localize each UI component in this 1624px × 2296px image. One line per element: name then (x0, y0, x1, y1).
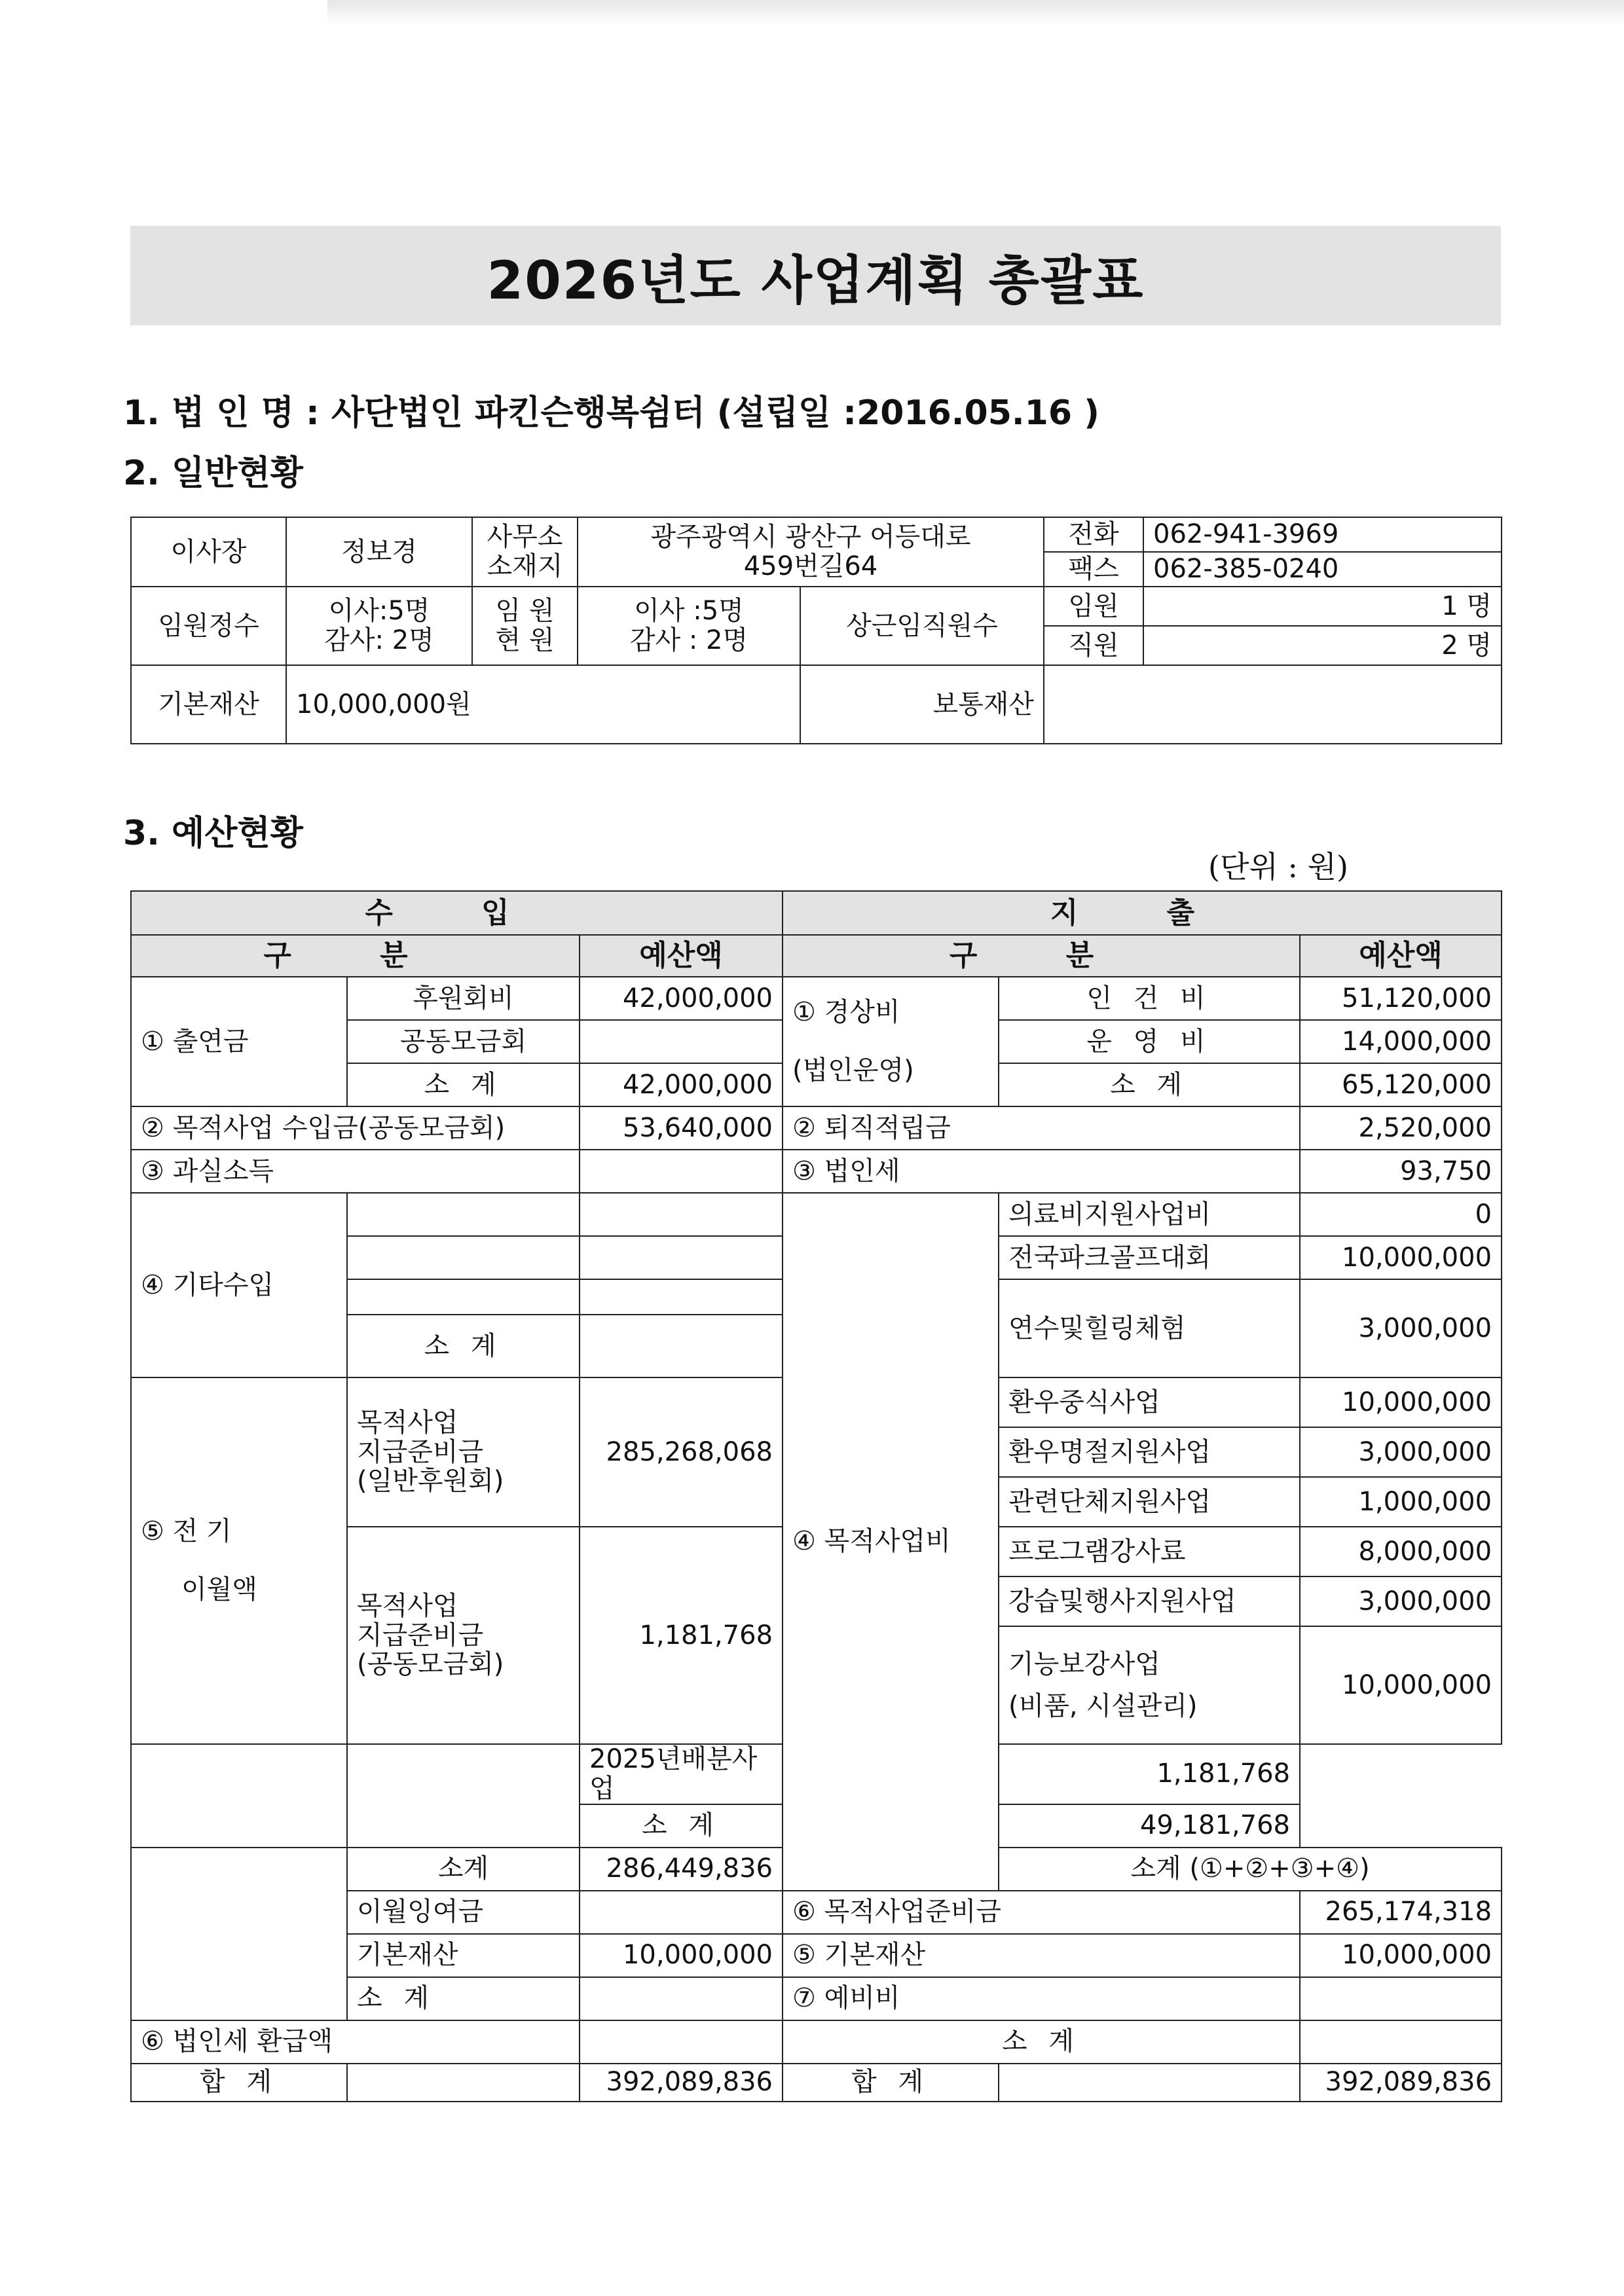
basic-asset-value: 10,000,000원 (286, 665, 800, 744)
lower-income-blank (131, 1848, 347, 2020)
ordinary-asset-label: 보통재산 (800, 665, 1044, 744)
basic-asset-label: 기본재산 (131, 665, 286, 744)
carryover-subtotal-label: 소계 (347, 1848, 580, 1891)
income-header: 수 입 (131, 891, 783, 935)
operating-label-line1: ① 경상비 (792, 996, 900, 1027)
expense-header: 지 출 (783, 891, 1502, 935)
fax-label: 팩스 (1044, 552, 1143, 587)
purpose-subtotal-label: 소 계 (580, 1804, 783, 1848)
other-income-subtotal-label: 소 계 (347, 1315, 580, 1377)
other-income-row-1 (347, 1193, 580, 1236)
officer-quota-label: 임원정수 (131, 587, 286, 665)
expense-subtotal2-value (1300, 2020, 1502, 2064)
income-total-label: 합 계 (131, 2064, 347, 2102)
corporate-tax-value: 93,750 (1300, 1150, 1502, 1193)
personnel-label: 인 건 비 (999, 977, 1300, 1020)
phone-value: 062-941-3969 (1143, 517, 1502, 552)
other-income-subtotal-value (580, 1315, 783, 1377)
expense-basic-asset-value: 10,000,000 (1300, 1934, 1502, 1977)
ordinary-asset-value (1044, 665, 1502, 744)
current-line2: 감사 : 2명 (629, 625, 748, 655)
reserve-community-line2: 지급준비금 (357, 1620, 484, 1650)
expense-basic-asset-label: ⑤ 기본재산 (783, 1934, 1300, 1977)
quota-line1: 이사:5명 (328, 596, 430, 627)
reserve-general-line1: 목적사업 (357, 1407, 458, 1438)
reserve-community-label (347, 1527, 580, 1744)
sponsor-fee-label: 후원회비 (347, 977, 580, 1020)
sponsor-fee-value: 42,000,000 (580, 977, 783, 1020)
current-label-line1: 임 원 (495, 596, 555, 627)
purpose-subtotal-value: 49,181,768 (999, 1804, 1300, 1848)
carryover-subtotal-value: 286,449,836 (580, 1848, 783, 1891)
purpose-item-label: 관련단체지원사업 (999, 1477, 1300, 1527)
scan-shadow (327, 0, 1624, 26)
income-total-value: 392,089,836 (580, 2064, 783, 2102)
reserve-general-line3: (일반후원회) (357, 1466, 504, 1497)
operation-cost-value: 14,000,000 (1300, 1020, 1502, 1063)
purpose-item-label: 의료비지원사업비 (999, 1193, 1300, 1236)
address-line2: 459번길64 (743, 551, 878, 581)
other-income-row-3 (347, 1279, 580, 1315)
carryover-label (131, 1377, 347, 1744)
contribution-subtotal-label: 소 계 (347, 1063, 580, 1106)
corporation-name-heading: 1. 법 인 명 : 사단법인 파킨슨행복쉼터 (설립일 :2016.05.16 ) (123, 393, 1099, 433)
fruit-income-label: ③ 과실소득 (131, 1150, 580, 1193)
general-status-heading: 2. 일반현황 (123, 454, 303, 493)
purpose-income-label: ② 목적사업 수입금(공동모금회) (131, 1106, 580, 1150)
income-subtotal2-value (580, 1977, 783, 2020)
other-income-row-2 (347, 1236, 580, 1279)
purpose-item-value: 8,000,000 (1300, 1527, 1502, 1576)
purpose-item-label: 연수및힐링체험 (999, 1279, 1300, 1377)
purpose-reserve-value: 265,174,318 (1300, 1891, 1502, 1934)
page-title: 2026년도 사업계획 총괄표 (487, 249, 1145, 311)
income-category-header: 구 분 (131, 935, 580, 977)
purpose-item-value: 3,000,000 (1300, 1279, 1502, 1377)
expense-total-value: 392,089,836 (1300, 2064, 1502, 2102)
community-fund-label: 공동모금회 (347, 1020, 580, 1063)
purpose-item-label: 전국파크골프대회 (999, 1236, 1300, 1279)
purpose-item-label: 프로그램강사료 (999, 1527, 1300, 1576)
current-officers-label (472, 587, 578, 665)
unit-note: (단위 : 원) (1208, 849, 1348, 884)
address-line1: 광주광역시 광산구 어등대로 (650, 522, 971, 553)
purpose-item-value: 3,000,000 (1300, 1576, 1502, 1626)
rehab-line2: (비품, 시설관리) (1008, 1691, 1198, 1721)
purpose-item-value: 1,000,000 (1300, 1477, 1502, 1527)
reserve-community-line3: (공동모금회) (357, 1649, 504, 1680)
budget-status-heading: 3. 예산현황 (123, 814, 303, 853)
operating-label-line2: (법인운영) (792, 1055, 914, 1086)
income-basic-asset-label: 기본재산 (347, 1934, 580, 1977)
income-subtotal2-label: 소 계 (347, 1977, 580, 2020)
officer-quota-value (286, 587, 472, 665)
carryover-blank-b (347, 1744, 580, 1848)
address-value (578, 517, 1044, 587)
allocation-value: 1,181,768 (999, 1744, 1300, 1804)
purpose-item-label: 환우명절지원사업 (999, 1427, 1300, 1477)
phone-label: 전화 (1044, 517, 1143, 552)
tax-refund-label: ⑥ 법인세 환급액 (131, 2020, 580, 2064)
office-label-line2: 소재지 (487, 551, 563, 581)
retirement-value: 2,520,000 (1300, 1106, 1502, 1150)
rehab-project-value: 10,000,000 (1300, 1626, 1502, 1744)
purpose-item-value: 10,000,000 (1300, 1236, 1502, 1279)
tax-refund-value (580, 2020, 783, 2064)
personnel-value: 51,120,000 (1300, 977, 1502, 1020)
carryover-blank-a (131, 1744, 347, 1848)
employee-label: 직원 (1044, 626, 1143, 665)
purpose-expense-label: ④ 목적사업비 (783, 1193, 999, 1891)
carryover-label-line2: 이월액 (181, 1575, 257, 1605)
operating-cost-label (783, 977, 999, 1106)
reserve-general-value: 285,268,068 (580, 1377, 783, 1527)
reserve-general-label (347, 1377, 580, 1527)
purpose-item-value: 3,000,000 (1300, 1427, 1502, 1477)
current-officers-value (578, 587, 800, 665)
operation-cost-label: 운 영 비 (999, 1020, 1300, 1063)
other-income-label: ④ 기타수입 (131, 1193, 347, 1377)
reserve-community-value: 1,181,768 (580, 1527, 783, 1744)
purpose-reserve-label: ⑥ 목적사업준비금 (783, 1891, 1300, 1934)
quota-line2: 감사: 2명 (324, 625, 434, 655)
purpose-income-value: 53,640,000 (580, 1106, 783, 1150)
chairman-label: 이사장 (131, 517, 286, 587)
expense-category-header: 구 분 (783, 935, 1300, 977)
reserve-community-line1: 목적사업 (357, 1590, 458, 1621)
expense-subtotal2-label: 소 계 (783, 2020, 1300, 2064)
carryover-label-line1: ⑤ 전 기 (141, 1516, 232, 1546)
contingency-label: ⑦ 예비비 (783, 1977, 1300, 2020)
purpose-item-value: 0 (1300, 1193, 1502, 1236)
fruit-income-value (580, 1150, 783, 1193)
purpose-item-label: 강습및행사지원사업 (999, 1576, 1300, 1626)
expense-total-blank (999, 2064, 1300, 2102)
current-label-line2: 현 원 (495, 625, 555, 655)
purpose-item-label: 환우중식사업 (999, 1377, 1300, 1427)
community-fund-value (580, 1020, 783, 1063)
staff-count-label: 상근임직원수 (800, 587, 1044, 665)
office-label-line1: 사무소 (487, 522, 563, 553)
other-income-row-3-value (580, 1279, 783, 1315)
chairman-value: 정보경 (286, 517, 472, 587)
income-amount-header: 예산액 (580, 935, 783, 977)
expense-sum-label: 소계 (①+②+③+④) (999, 1848, 1502, 1891)
expense-amount-header: 예산액 (1300, 935, 1502, 977)
general-status-table (130, 517, 1502, 744)
operating-subtotal-label: 소 계 (999, 1063, 1300, 1106)
officer-value: 1 명 (1143, 587, 1502, 626)
operating-subtotal-value: 65,120,000 (1300, 1063, 1502, 1106)
expense-total-label: 합 계 (783, 2064, 999, 2102)
officer-label: 임원 (1044, 587, 1143, 626)
other-income-row-2-value (580, 1236, 783, 1279)
other-income-row-1-value (580, 1193, 783, 1236)
allocation-label: 2025년배분사업 (580, 1744, 783, 1804)
retirement-label: ② 퇴직적립금 (783, 1106, 1300, 1150)
title-banner (130, 226, 1501, 325)
surplus-label: 이월잉여금 (347, 1891, 580, 1934)
employee-value: 2 명 (1143, 626, 1502, 665)
contribution-subtotal-value: 42,000,000 (580, 1063, 783, 1106)
contingency-value (1300, 1977, 1502, 2020)
reserve-general-line2: 지급준비금 (357, 1436, 484, 1467)
income-basic-asset-value: 10,000,000 (580, 1934, 783, 1977)
corporate-tax-label: ③ 법인세 (783, 1150, 1300, 1193)
rehab-project-label (999, 1626, 1300, 1744)
surplus-value (580, 1891, 783, 1934)
budget-table (130, 890, 1502, 2102)
contribution-label: ① 출연금 (131, 977, 347, 1106)
purpose-item-value: 10,000,000 (1300, 1377, 1502, 1427)
income-total-blank (347, 2064, 580, 2102)
current-line1: 이사 :5명 (634, 596, 744, 627)
office-label (472, 517, 578, 587)
fax-value: 062-385-0240 (1143, 552, 1502, 587)
rehab-line1: 기능보강사업 (1008, 1649, 1160, 1679)
